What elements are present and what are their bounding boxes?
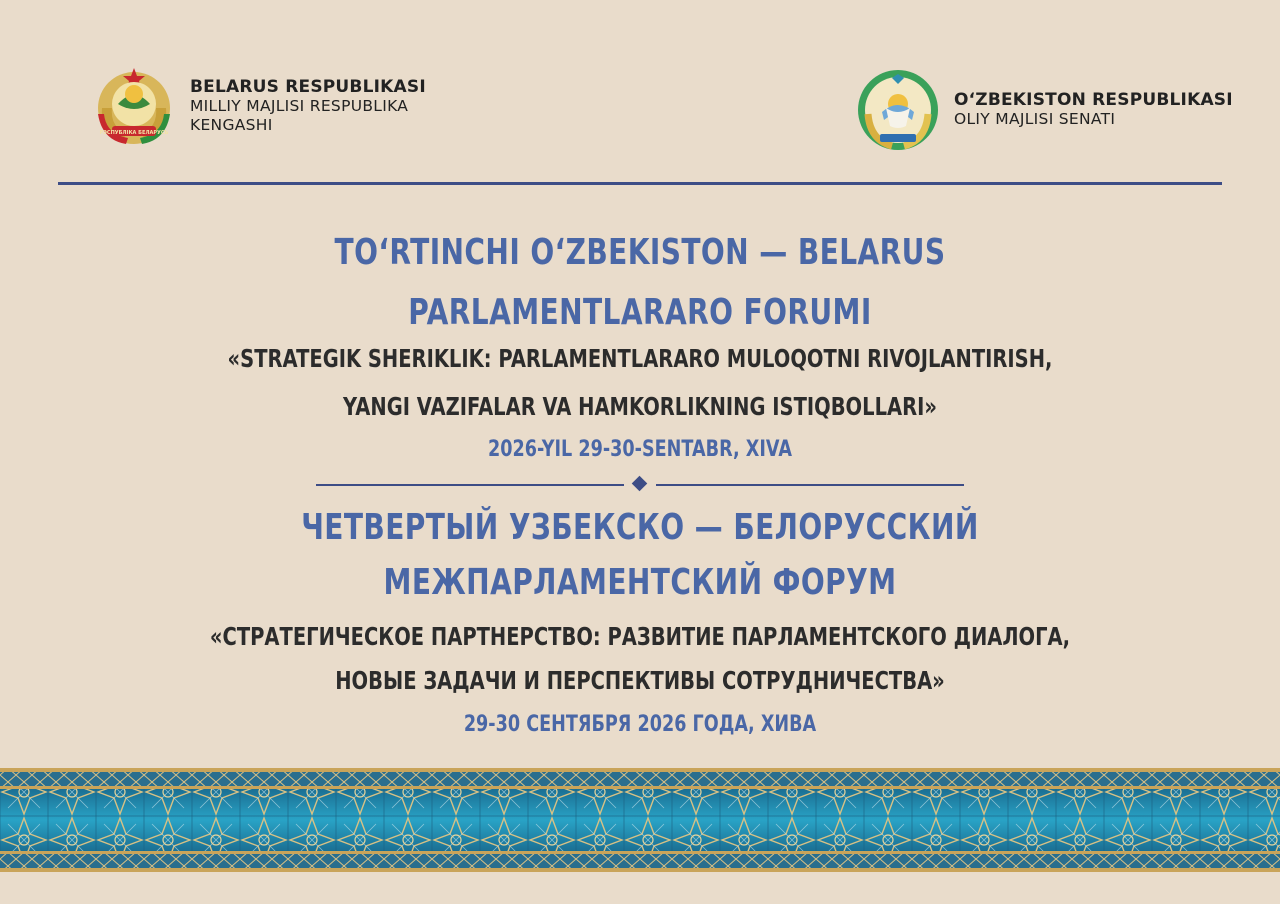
uzbekistan-org-name: O‘ZBEKISTON RESPUBLIKASI <box>954 90 1233 110</box>
header-divider-rule <box>58 182 1222 185</box>
ru-title-line-2: МЕЖПАРЛАМЕНТСКИЙ ФОРУМ <box>383 562 897 603</box>
divider-bar-left <box>316 484 624 486</box>
ru-theme-line-1: «СТРАТЕГИЧЕСКОЕ ПАРТНЕРСТВО: РАЗВИТИЕ ПАРЛАМЕНТСКОГО ДИАЛОГА, <box>209 622 1071 651</box>
uzbekistan-org-sub1: OLIY MAJLISI SENATI <box>954 110 1116 128</box>
diamond-icon <box>632 476 648 492</box>
uz-theme-line-1: «STRATEGIK SHERIKLIK: PARLAMENTLARARO MULOQOTNI RIVOJLANTIRISH, <box>227 344 1053 373</box>
section-divider <box>316 476 964 494</box>
belarus-org-block <box>92 64 426 148</box>
ornament-border <box>0 768 1280 874</box>
uzbekistan-coat-of-arms-icon <box>856 68 940 152</box>
uz-title-line-2: PARLAMENTLARARO FORUMI <box>408 292 872 333</box>
ru-title-line-1: ЧЕТВЕРТЫЙ УЗБЕКСКО — БЕЛОРУССКИЙ <box>301 507 979 548</box>
uz-title-line-1: TO‘RTINCHI O‘ZBEKISTON — BELARUS <box>334 232 946 273</box>
belarus-org-text <box>190 78 426 135</box>
ru-date: 29-30 СЕНТЯБРЯ 2026 ГОДА, ХИВА <box>463 712 817 737</box>
uzbekistan-org-text <box>954 91 1233 129</box>
uz-theme-line-2: YANGI VAZIFALAR VA HAMKORLIKNING ISTIQBOLLARI» <box>343 392 937 421</box>
uz-date: 2026-YIL 29-30-SENTABR, XIVA <box>488 437 792 462</box>
belarus-org-name: BELARUS RESPUBLIKASI <box>190 76 426 97</box>
belarus-org-sub2: KENGASHI <box>190 115 273 134</box>
belarus-coat-of-arms-icon <box>92 64 176 148</box>
belarus-org-sub1: MILLIY MAJLISI RESPUBLIKA <box>190 96 409 115</box>
header <box>0 62 1280 154</box>
emblem-ribbon-text: РЭСПУБЛІКА БЕЛАРУСЬ <box>99 130 169 136</box>
uzbekistan-org-block <box>856 68 1233 152</box>
divider-bar-right <box>656 484 964 486</box>
ru-theme-line-2: НОВЫЕ ЗАДАЧИ И ПЕРСПЕКТИВЫ СОТРУДНИЧЕСТВА» <box>335 666 945 695</box>
